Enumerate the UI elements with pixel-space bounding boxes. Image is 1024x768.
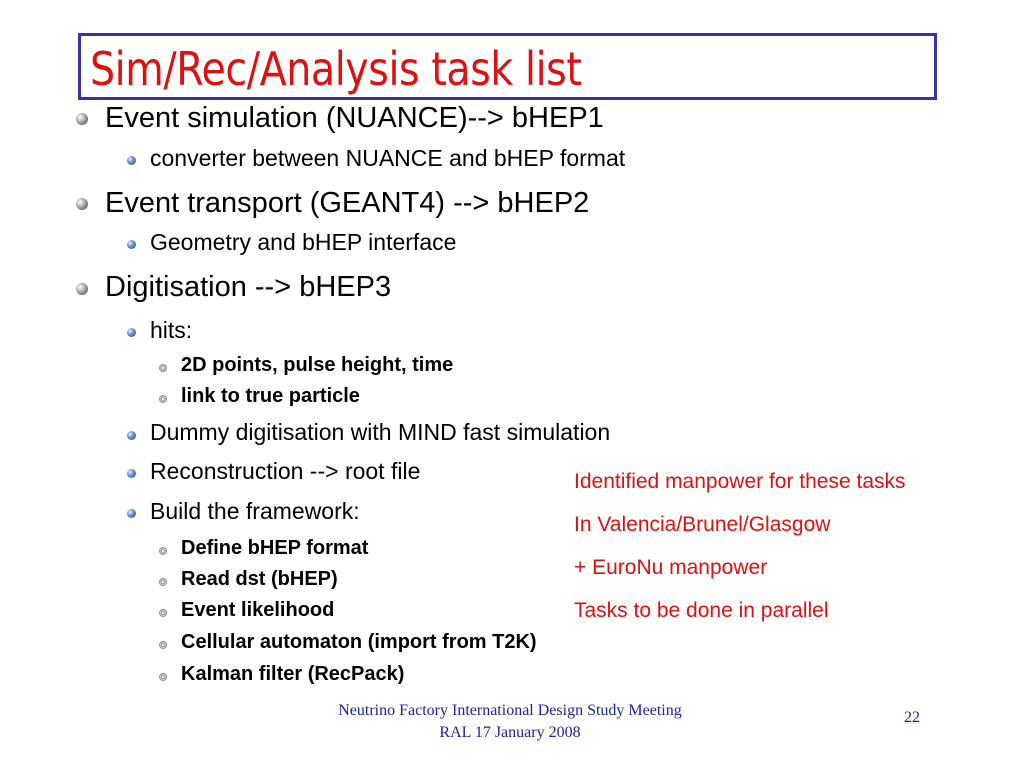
blue-sphere-bullet-icon [127, 469, 136, 478]
bullet-item-event-likelihood: Event likelihood [181, 599, 335, 621]
small-ring-bullet-icon [159, 609, 167, 617]
blue-sphere-bullet-icon [127, 509, 136, 518]
bullet-item-build-framework: Build the framework: [150, 498, 360, 524]
note-parallel: Tasks to be done in parallel [574, 599, 829, 622]
bullet-item-digitisation: Digitisation --> bHEP3 [105, 271, 392, 303]
footer-location-date: RAL 17 January 2008 [439, 724, 581, 741]
blue-sphere-bullet-icon [127, 156, 136, 165]
gray-sphere-bullet-icon [76, 283, 88, 295]
note-euronu: + EuroNu manpower [574, 556, 768, 579]
note-identified-manpower: Identified manpower for these tasks [574, 470, 906, 493]
bullet-item-2d-points: 2D points, pulse height, time [181, 354, 454, 376]
bullet-item-define-bhep: Define bHEP format [181, 537, 369, 559]
small-ring-bullet-icon [159, 578, 167, 586]
small-ring-bullet-icon [159, 673, 167, 681]
bullet-item-converter: converter between NUANCE and bHEP format [150, 145, 626, 171]
bullet-item-cellular-automaton: Cellular automaton (import from T2K) [181, 631, 537, 653]
footer [280, 700, 740, 744]
small-ring-bullet-icon [159, 395, 167, 403]
title-box [78, 33, 937, 100]
note-locations: In Valencia/Brunel/Glasgow [574, 513, 831, 536]
bullet-item-link-true-particle: link to true particle [181, 385, 360, 407]
bullet-item-event-simulation: Event simulation (NUANCE)--> bHEP1 [105, 102, 604, 134]
small-ring-bullet-icon [159, 547, 167, 555]
footer-meeting-name: Neutrino Factory International Design Study Meeting [338, 702, 682, 719]
slide-title: Sim/Rec/Analysis task list [90, 42, 582, 96]
bullet-item-read-dst: Read dst (bHEP) [181, 568, 338, 590]
blue-sphere-bullet-icon [127, 328, 136, 337]
bullet-item-reconstruction: Reconstruction --> root file [150, 458, 421, 484]
gray-sphere-bullet-icon [76, 113, 88, 125]
bullet-item-dummy-digitisation: Dummy digitisation with MIND fast simulation [150, 419, 611, 445]
bullet-item-geometry: Geometry and bHEP interface [150, 229, 457, 255]
blue-sphere-bullet-icon [127, 431, 136, 440]
bullet-item-hits: hits: [150, 317, 193, 343]
gray-sphere-bullet-icon [76, 198, 88, 210]
page-number: 22 [904, 709, 920, 726]
small-ring-bullet-icon [159, 641, 167, 649]
blue-sphere-bullet-icon [127, 240, 136, 249]
bullet-item-event-transport: Event transport (GEANT4) --> bHEP2 [105, 187, 590, 219]
small-ring-bullet-icon [159, 364, 167, 372]
bullet-item-kalman-filter: Kalman filter (RecPack) [181, 663, 405, 685]
